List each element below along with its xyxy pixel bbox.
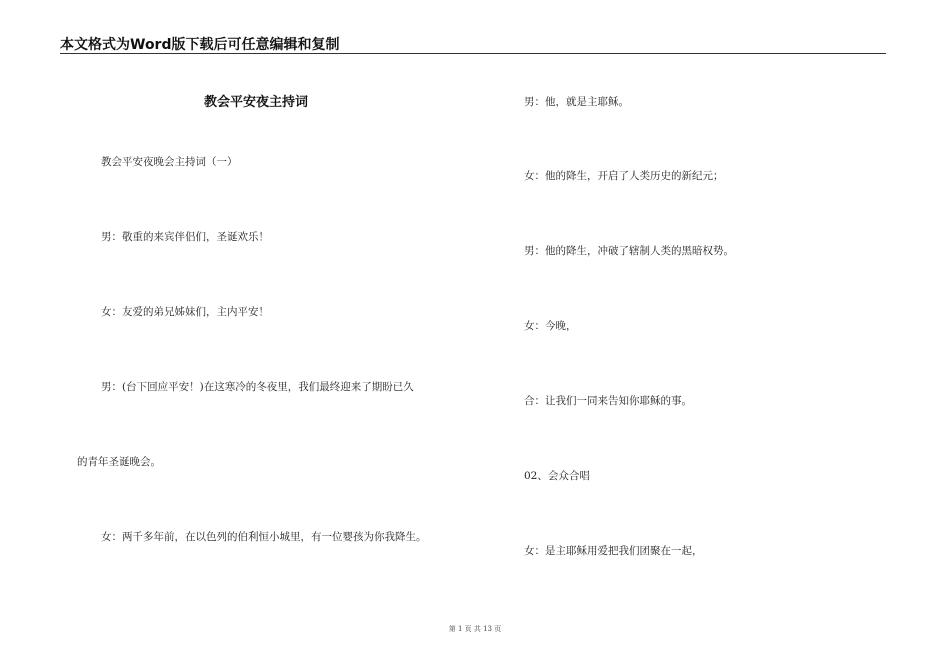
right-paragraph-3: 男：他的降生，冲破了辖制人类的黑暗权势。 — [524, 245, 734, 257]
right-paragraph-2: 女：他的降生，开启了人类历史的新纪元； — [524, 170, 724, 182]
right-paragraph-4: 女：今晚， — [524, 320, 577, 332]
header-divider — [60, 53, 886, 54]
left-paragraph-5: 女：两千多年前，在以色列的伯利恒小城里，有一位婴孩为你我降生。 — [101, 531, 427, 543]
document-header: 本文格式为Word版下载后可任意编辑和复制 — [60, 37, 340, 53]
left-paragraph-4: 男：(台下回应平安！)在这寒冷的冬夜里，我们最终迎来了期盼已久 — [101, 381, 414, 393]
right-paragraph-5: 合：让我们一同来告知你耶稣的事。 — [524, 395, 692, 407]
right-paragraph-1: 男：他，就是主耶稣。 — [524, 96, 629, 108]
right-paragraph-7: 女：是主耶稣用爱把我们团聚在一起， — [524, 545, 703, 557]
page-number-footer: 第 1 页 共 13 页 — [448, 625, 502, 633]
left-paragraph-1: 教会平安夜晚会主持词（一） — [101, 156, 238, 168]
left-paragraph-2: 男：敬重的来宾伴侣们，圣诞欢乐！ — [101, 231, 269, 243]
left-paragraph-3: 女：友爱的弟兄姊妹们，主内平安！ — [101, 306, 269, 318]
left-paragraph-4-continued: 的青年圣诞晚会。 — [77, 456, 161, 468]
document-title: 教会平安夜主持词 — [204, 95, 309, 110]
right-paragraph-6: 02、会众合唱 — [524, 470, 590, 482]
